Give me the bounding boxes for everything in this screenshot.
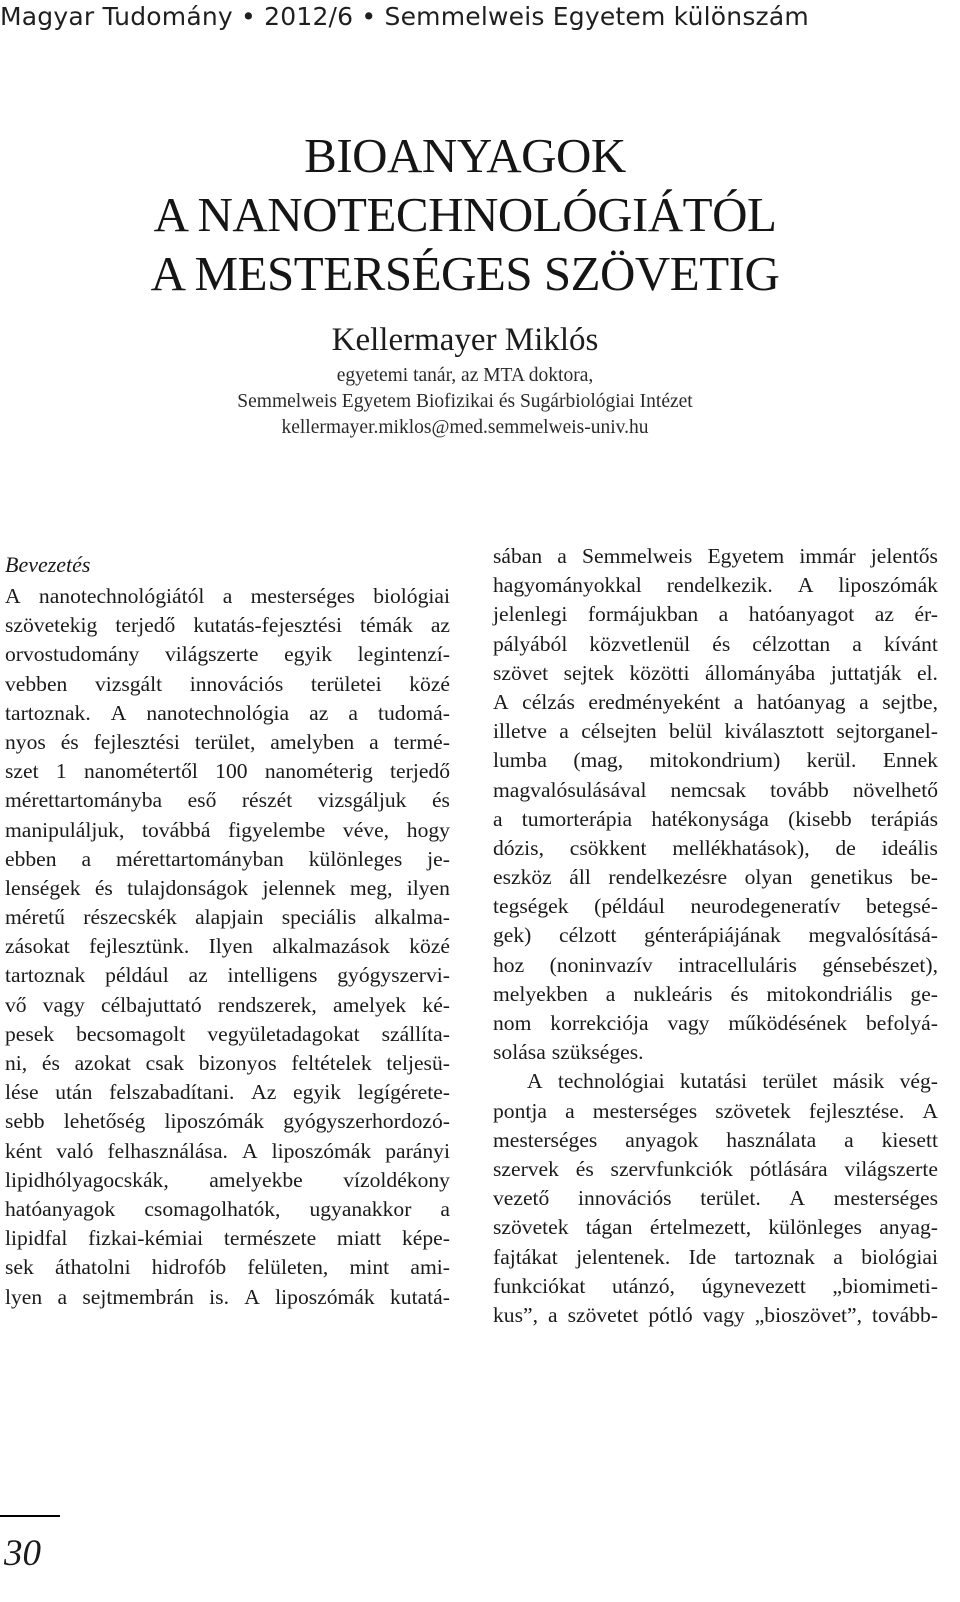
article-title-line-3: A MESTERSÉGES SZÖVETIG [150,246,780,301]
left-column-line: lyen a sejtmembrán is. A liposzómák kutatá- [5,1284,450,1309]
left-column-line: mérettartományba eső részét vizsgáljuk és [5,788,450,813]
article-title-line-2: A NANOTECHNOLÓGIÁTÓL [153,187,777,242]
left-column-line: ni, és azokat csak bizonyos feltételek teljesü- [5,1051,450,1075]
left-column-line: lipidfal fizkai-kémiai természete miatt képe- [5,1226,450,1251]
left-column-line: lipidhólyagocskák, amelyekbe vízoldékony [5,1167,450,1192]
left-column-line: pesek becsomagolt vegyületadagokat szállíta- [5,1021,450,1046]
left-column [5,582,450,1312]
left-column-line: A nanotechnológiától a mesterséges biológiai [5,584,450,608]
page-number: 30 [4,1533,41,1574]
right-column-line: fajtákat jelentenek. Ide tartoznak a biológiai [493,1244,938,1269]
right-column-line: tegségek (például neurodegeneratív betegsé- [493,894,938,919]
right-column [493,542,938,1330]
right-column-line: hoz (noninvazív intracelluláris génsebészet), [493,952,938,977]
author-name: Kellermayer Miklós [331,322,599,358]
right-column-line: A célzás eredményeként a hatóanyag a sejtbe, [493,689,938,714]
left-column-line: orvostudomány világszerte egyik legintenzí- [5,642,450,667]
left-column-line: szövetekig terjedő kutatás-fejesztési témák az [5,613,450,638]
right-column-line: A technológiai kutatási terület másik vég- [527,1069,938,1094]
article-title-block [0,126,930,441]
right-column-line: eszköz áll rendelkezésre olyan genetikus be- [493,865,938,890]
left-column-line: vebben vizsgált innovációs területei közé [5,671,450,696]
author-email: kellermayer.miklos@med.semmelweis-univ.hu [281,417,649,438]
right-column-line: szervek és szervfunkciók pótlására világszerte [493,1156,938,1181]
right-column-line: szövetek tágan értelmezett, különleges anyag- [493,1215,938,1240]
right-column-line: szövet sejtek közötti állományába juttatják el. [493,660,938,685]
right-column-line: hagyományokkal rendelkezik. A liposzómák [493,573,938,598]
left-column-line: hatóanyagok csomagolhatók, ugyanakkor a [5,1196,450,1221]
right-column-line: jelenlegi formájukban a hatóanyagot az ér- [493,602,938,627]
right-column-line: sában a Semmelweis Egyetem immár jelentős [493,544,938,568]
right-column-line: pályából közvetlenül és célzottan a kívánt [493,631,938,656]
left-column-line: ebben a mérettartományban különleges je- [5,846,450,871]
left-column-line: szet 1 nanométertől 100 nanométerig terjedő [5,759,450,784]
right-column-line: mesterséges anyagok használata a kiesett [493,1127,938,1152]
left-column-line: manipuláljuk, továbbá figyelembe véve, hogy [5,817,450,842]
left-column-line: méretű részecskék alapjain speciális alkalma- [5,905,450,930]
author-position: egyetemi tanár, az MTA doktora, [336,365,594,386]
right-column-line: nom korrekciója vagy működésének befolyá- [493,1011,938,1035]
right-column-line: a tumorterápia hatékonysága (kisebb terápiás [493,806,938,831]
right-column-line: funkciókat utánzó, úgynevezett „biomimeti- [493,1273,938,1298]
author-institution: Semmelweis Egyetem Biofizikai és Sugárbiológiai Intézet [237,391,693,412]
right-column-line: gek) célzott génterápiájának megvalósításá- [493,923,938,948]
left-column-line: sebb lehetőség liposzómák gyógyszerhordozó- [5,1109,450,1134]
left-column-line: lése után felszabadítani. Az egyik legígérete- [5,1080,450,1105]
article-title-line-1: BIOANYAGOK [304,128,626,183]
right-column-line: melyekben a nukleáris és mitokondriális ge- [493,981,938,1006]
left-column-line: lenségek és tulajdonságok jelennek meg, ilyen [5,875,450,900]
right-column-line: magvalósulásával nemcsak tovább növelhető [493,777,938,802]
right-column-line: dózis, csökkent mellékhatások), de ideális [493,835,938,860]
running-head: Magyar Tudomány • 2012/6 • Semmelweis Egyetem különszám [0,2,809,31]
right-column-line: lumba (mag, mitokondrium) kerül. Ennek [493,748,938,773]
left-column-line: zásokat fejlesztünk. Ilyen alkalmazások közé [5,934,450,959]
right-column-line: solása szükséges. [493,1040,644,1065]
left-column-line: tartoznak. A nanotechnológia az a tudomá- [5,700,450,725]
left-column-line: nyos és fejlesztési terület, amelyben a termé- [5,729,450,754]
right-column-line: illetve a célsejten belül kiválasztott sejtorganel- [493,719,938,744]
right-column-line: vezető innovációs terület. A mesterséges [493,1186,938,1211]
right-column-line: kus”, a szövetet pótló vagy „bioszövet”, tovább- [493,1302,938,1327]
left-column-line: sek áthatolni hidrofób felületen, mint ami- [5,1255,450,1280]
left-column-line: vő vagy célbajuttató rendszerek, amelyek ké- [5,992,450,1017]
section-heading: Bevezetés [5,552,91,577]
right-column-line: pontja a mesterséges szövetek fejlesztése. A [493,1098,938,1123]
left-column-line: ként való felhasználása. A liposzómák parányi [5,1138,450,1163]
footer-rule [0,1515,60,1517]
left-column-line: tartoznak például az intelligens gyógyszervi- [5,963,450,988]
